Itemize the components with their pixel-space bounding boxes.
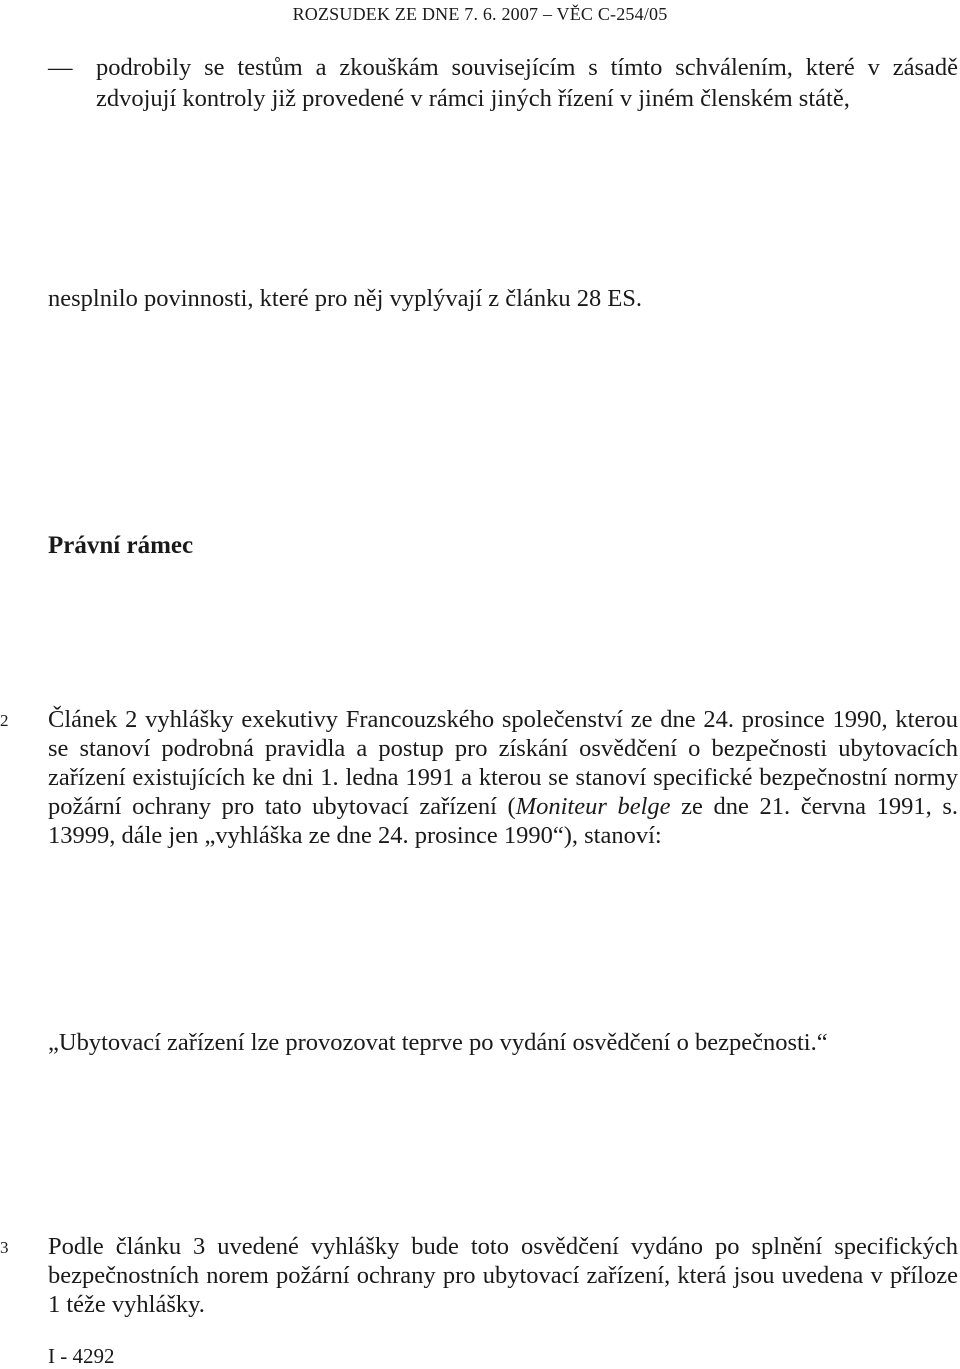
paragraph-number: 2	[0, 711, 9, 730]
paragraph-2-text-start: Článek 2 vyhlášky exekutivy Francouzského společenství ze dne 24. prosince 1990, kterou se stanoví podrobná pravidla a postup pro získání osvědčení o bezpečnosti ubytovacích zařízení existujících ke dni 1. ledna 1991 a kterou se stanoví specifické bezpečnostní normy požární ochrany pro tato ubytovací zařízení (	[48, 706, 958, 820]
quoted-provision: „Ubytovací zařízení lze provozovat teprve po vydání osvědčení o bezpečnosti.“	[48, 1029, 828, 1056]
paragraph-2	[48, 705, 958, 850]
paragraph-2-text-end: ze dne 21. června 1991, s. 13999, dále jen „vyhláška ze dne 24. prosince 1990“), stanoví:	[48, 793, 958, 849]
dash-item-text: podrobily se testům a zkouškám souvisejícím s tímto schválením, které v zásadě zdvojují kontroly již provedené v rámci jiných řízení v jiném členském státě,	[96, 54, 958, 112]
conclusion-text: nesplnilo povinnosti, které pro něj vyplývají z článku 28 ES.	[48, 285, 643, 312]
paragraph-number: 3	[0, 1238, 9, 1257]
paragraph-2-italic-source: Moniteur belge	[515, 793, 671, 820]
page-number: I - 4292	[48, 1344, 115, 1368]
dash-marker: —	[48, 54, 73, 81]
paragraph-3: Podle článku 3 uvedené vyhlášky bude toto osvědčení vydáno po splnění specifických bezpečnostních norem požární ochrany pro ubytovací zařízení, která jsou uvedena v příloze 1 téže vyhlášky.	[48, 1233, 958, 1318]
dash-list-item	[48, 52, 958, 114]
section-heading: Právní rámec	[48, 532, 194, 559]
running-header: ROZSUDEK ZE DNE 7. 6. 2007 – VĚC C-254/05	[292, 4, 668, 24]
